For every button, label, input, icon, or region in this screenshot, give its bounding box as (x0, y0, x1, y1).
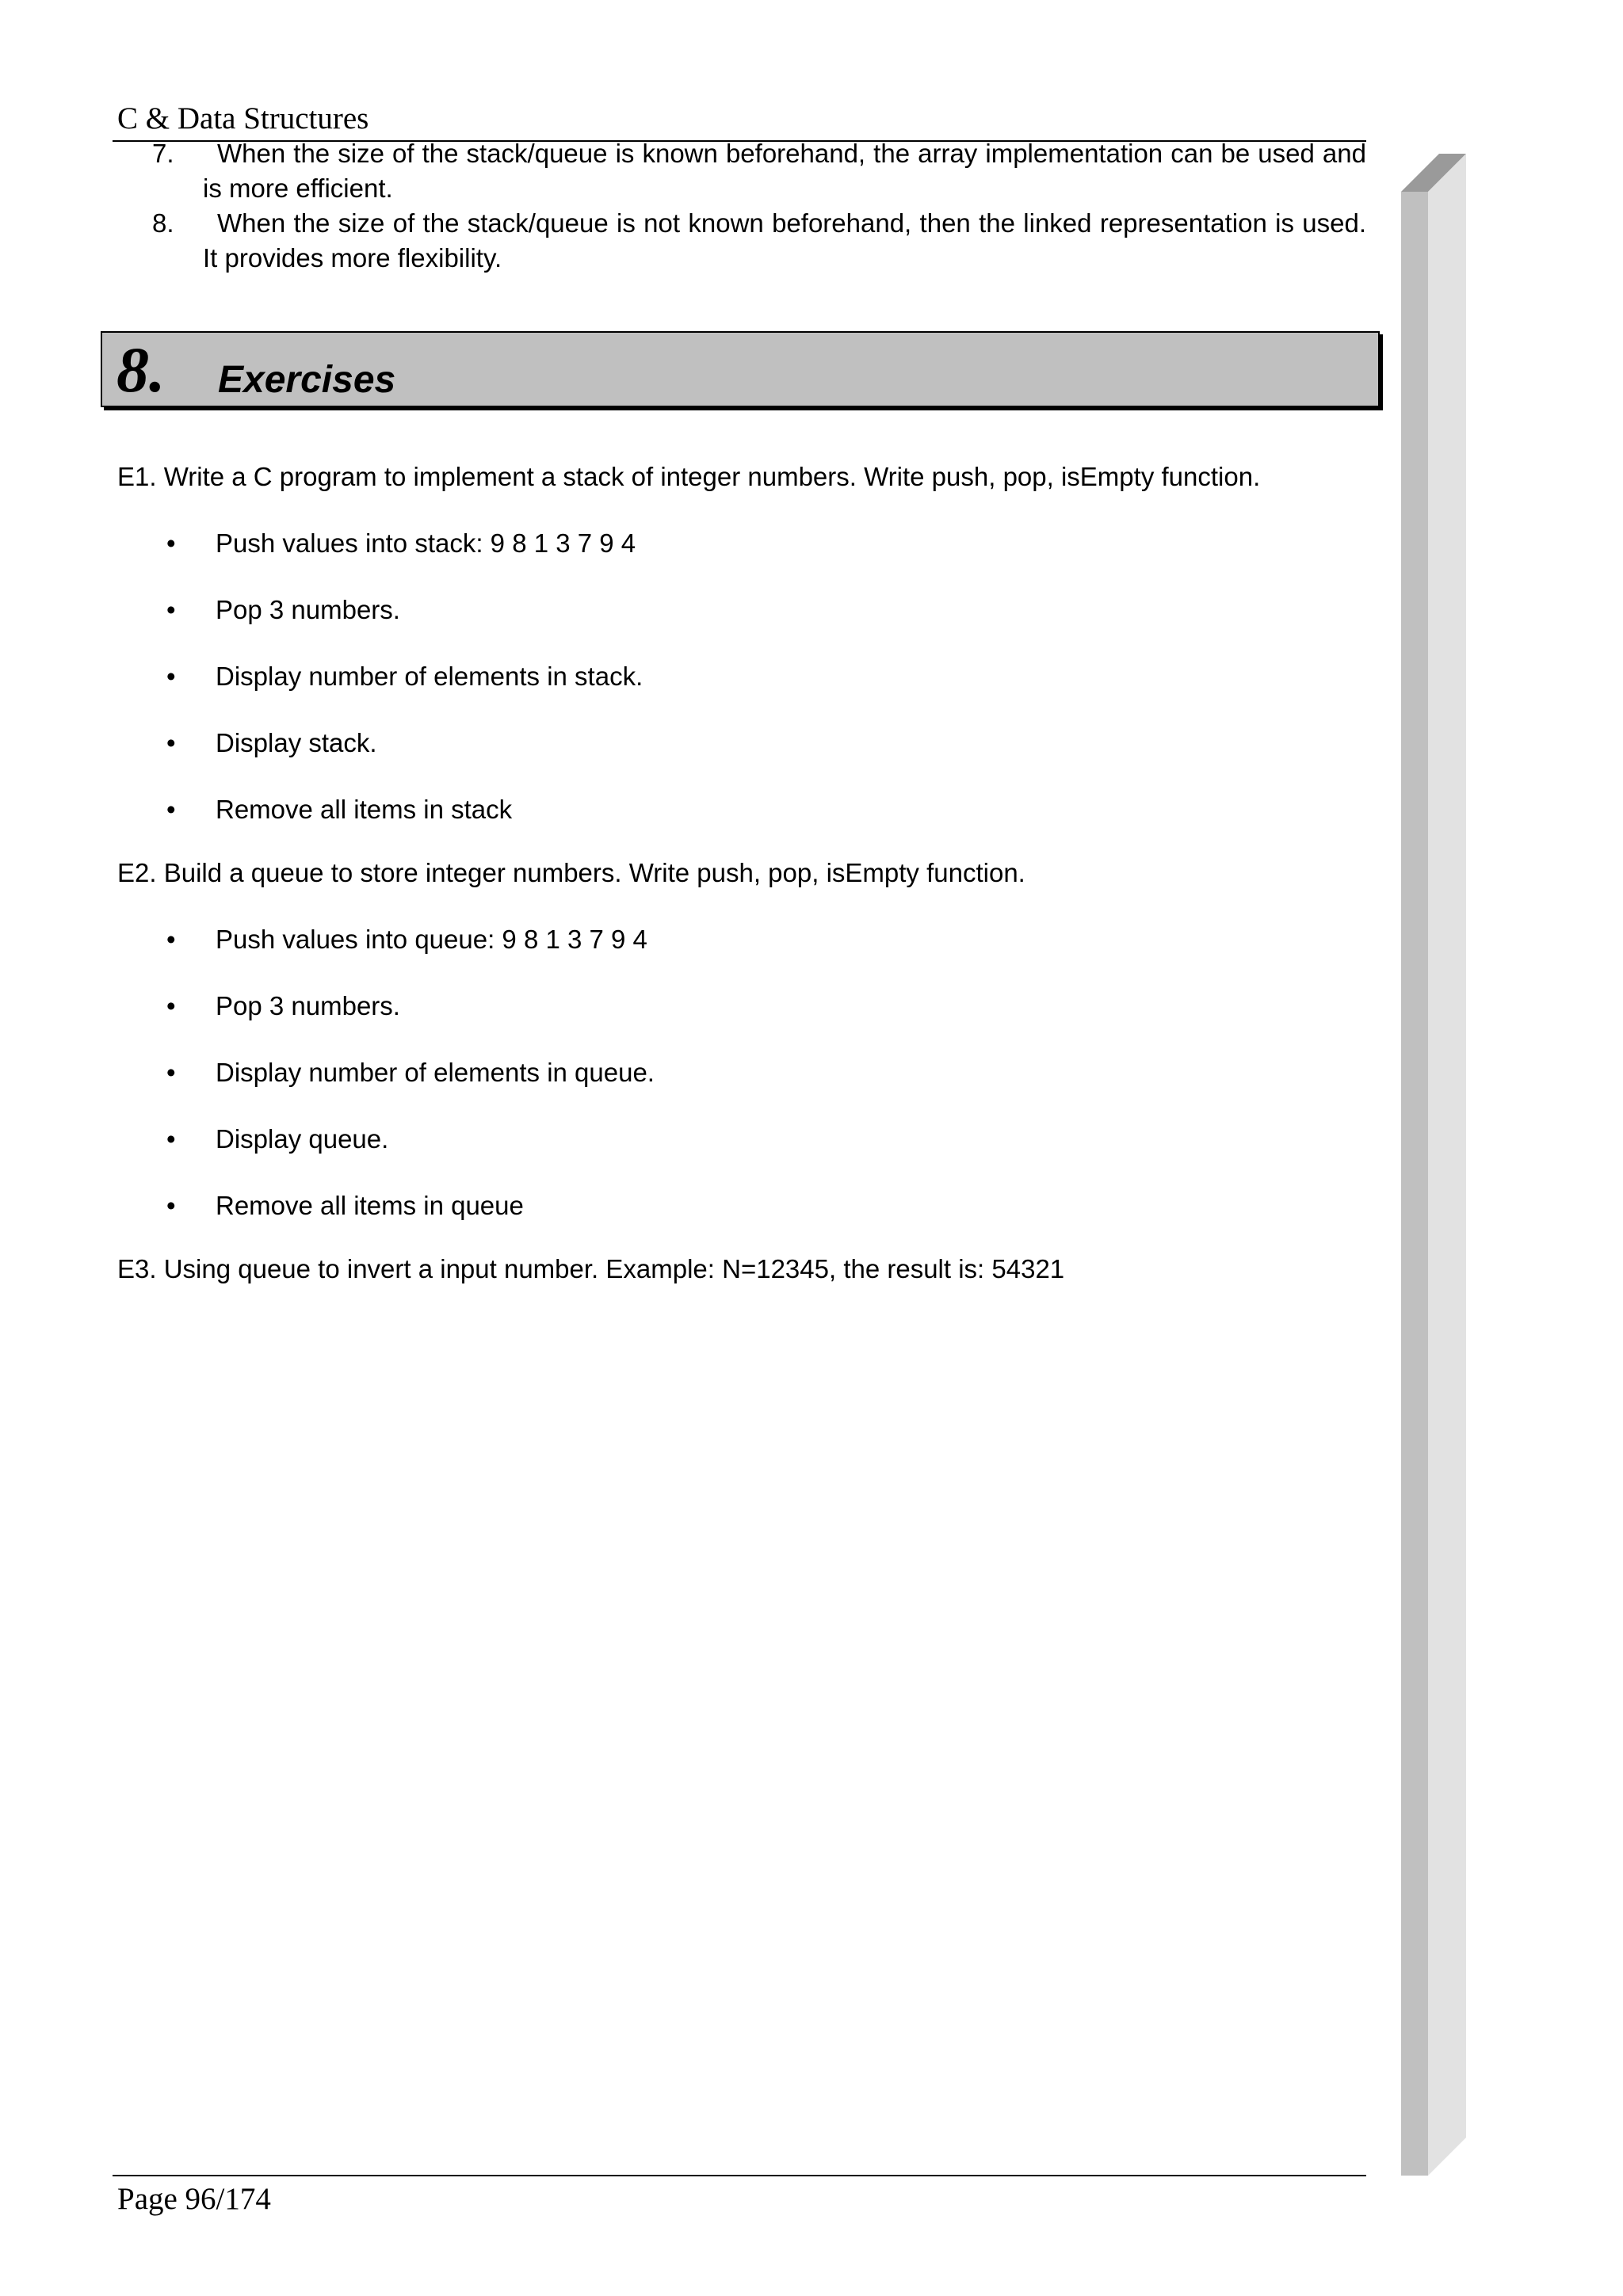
list-item (113, 206, 1366, 276)
list-item-text-content: When the size of the stack/queue is known beforehand, the array implementation can be used and is more efficient. (203, 139, 1366, 203)
bullet-text: Display stack. (216, 728, 377, 757)
bullet-icon: • (166, 1191, 176, 1220)
exercise-e3: E3. Using queue to invert a input number. Example: N=12345, the result is: 54321 (117, 1254, 1065, 1283)
list-item (117, 659, 1369, 726)
exercise-e2-bullets (117, 922, 1369, 1255)
exercise-e2: E2. Build a queue to store integer numbers. Write push, pop, isEmpty function. (117, 858, 1025, 887)
list-item (117, 989, 1369, 1055)
section-number: 8. (116, 334, 166, 406)
bullet-text: Display number of elements in stack. (216, 662, 643, 691)
bullet-text: Remove all items in stack (216, 795, 513, 824)
side-bar-right (1428, 154, 1466, 2176)
bullet-icon: • (166, 795, 176, 824)
bullet-icon: • (166, 925, 176, 954)
list-item (117, 792, 1369, 859)
bullet-text: Pop 3 numbers. (216, 595, 400, 624)
list-item (117, 1188, 1369, 1255)
list-item (117, 1055, 1369, 1122)
page-number: Page 96/174 (117, 2182, 271, 2216)
bullet-icon: • (166, 528, 176, 558)
bullet-text: Remove all items in queue (216, 1191, 524, 1220)
bullet-icon: • (166, 728, 176, 757)
header-title: C & Data Structures (117, 101, 369, 135)
exercise-e1-bullets (117, 526, 1369, 859)
footer-rule (113, 2175, 1366, 2176)
list-item-number: 7. (152, 139, 174, 168)
bullet-icon: • (166, 991, 176, 1020)
list-item (117, 922, 1369, 989)
list-item-text (203, 206, 1366, 276)
side-bar-front (1401, 192, 1428, 2176)
bullet-text: Pop 3 numbers. (216, 991, 400, 1020)
bullet-text: Push values into stack: 9 8 1 3 7 9 4 (216, 528, 636, 558)
bullet-icon: • (166, 1058, 176, 1087)
list-item (117, 593, 1369, 659)
section-heading (101, 331, 1380, 407)
intro-list (113, 136, 1366, 276)
bullet-icon: • (166, 662, 176, 691)
section-title: Exercises (218, 359, 396, 401)
list-item (113, 136, 1366, 206)
bullet-text: Display number of elements in queue. (216, 1058, 655, 1087)
list-item-text-content: When the size of the stack/queue is not known beforehand, then the linked representation is used. It provides more flexibility. (203, 208, 1366, 273)
list-item (117, 526, 1369, 593)
bullet-text: Display queue. (216, 1124, 389, 1154)
exercise-e1: E1. Write a C program to implement a stack of integer numbers. Write push, pop, isEmpty function. (117, 462, 1261, 491)
list-item (117, 1122, 1369, 1188)
list-item (117, 726, 1369, 792)
side-bar-decoration (1401, 154, 1466, 2179)
list-item-text (203, 136, 1366, 206)
bullet-icon: • (166, 1124, 176, 1154)
list-item-number: 8. (152, 208, 174, 238)
bullet-icon: • (166, 595, 176, 624)
bullet-text: Push values into queue: 9 8 1 3 7 9 4 (216, 925, 647, 954)
